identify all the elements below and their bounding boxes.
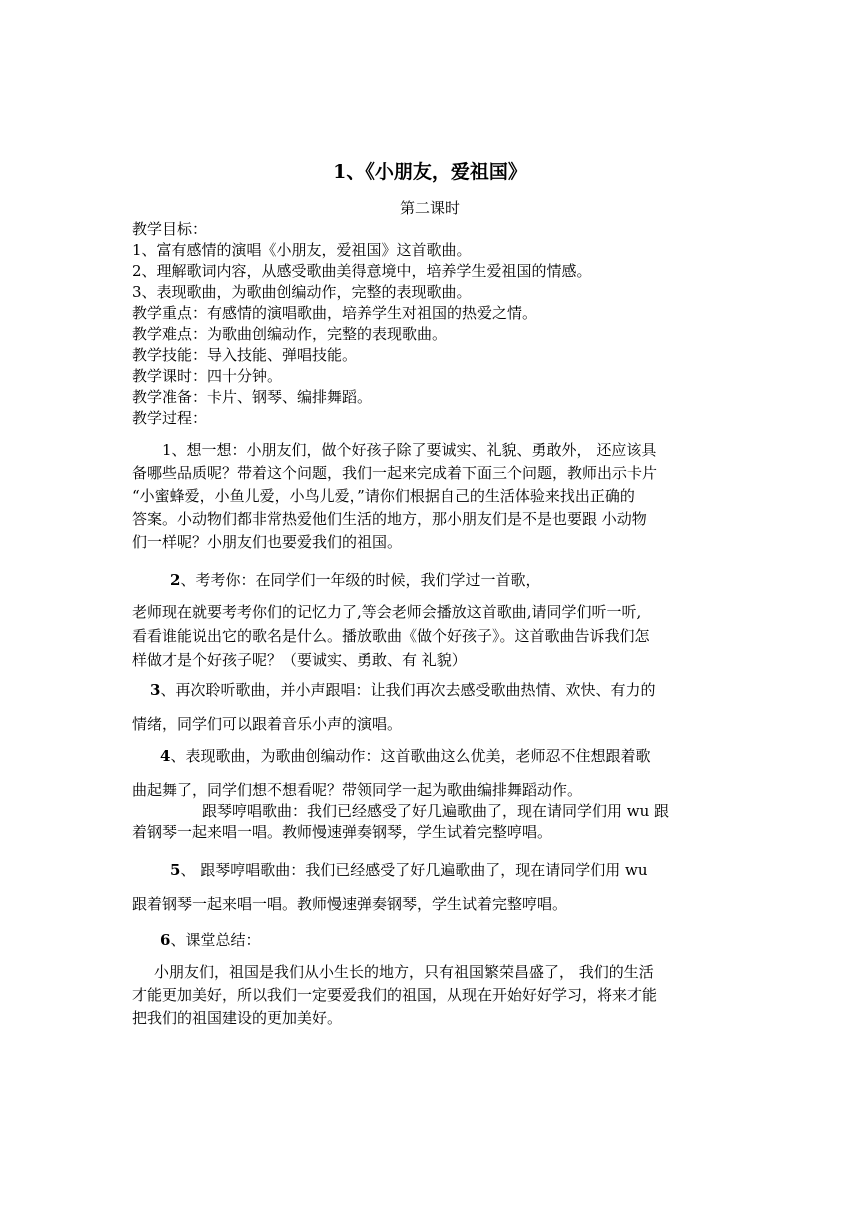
step-4-paragraph <box>132 746 732 843</box>
summary-paragraph <box>132 962 732 1031</box>
lesson-title: 1、《小朋友，爱祖国》 <box>333 161 527 183</box>
step-1-line: 1、想一想：小朋友们，做个好孩子除了要诚实、礼貌、勇敢外， 还应该具 <box>132 441 657 459</box>
step-2-line: 看看谁能说出它的歌名是什么。播放歌曲《做个好孩子》。这首歌曲告诉我们怎 <box>132 627 650 645</box>
summary-line: 把我们的祖国建设的更加美好。 <box>132 1009 343 1027</box>
header-line: 1、富有感情的演唱《小朋友，爱祖国》这首歌曲。 <box>132 241 472 259</box>
header-line: 教学目标： <box>132 220 208 238</box>
lesson-header-block <box>132 219 732 429</box>
header-line: 教学过程： <box>132 409 208 427</box>
summary-line: 才能更加美好，所以我们一定要爱我们的祖国，从现在开始好好学习，将来才能 <box>132 986 658 1004</box>
step-6-heading <box>132 930 732 951</box>
step-3-second-line: 情绪，同学们可以跟着音乐小声的演唱。 <box>132 715 403 733</box>
step-3-first-line: 、再次聆听歌曲，并小声跟唱：让我们再次去感受歌曲热情、欢快、有力的 <box>160 681 656 699</box>
step-2-first-line: 、考考你：在同学们一年级的时候，我们学过一首歌， <box>180 571 541 589</box>
step-3-paragraph <box>132 680 732 735</box>
step-1-line: “小蜜蜂爱，小鱼儿爱，小鸟儿爱，”请你们根据自己的生活体验来找出正确的 <box>132 487 635 505</box>
step-1-line: 备哪些品质呢？带着这个问题，我们一起来完成着下面三个问题，教师出示卡片 <box>132 464 658 482</box>
step-number: 4 <box>160 747 171 765</box>
header-line: 教学技能：导入技能、弹唱技能。 <box>132 346 358 364</box>
step-4-first-line: 、表现歌曲，为歌曲创编动作：这首歌曲这么优美，老师忍不住想跟着歌 <box>170 747 651 765</box>
step-number: 2 <box>170 571 181 589</box>
step-2-paragraph <box>132 602 732 674</box>
step-number: 3 <box>150 681 161 699</box>
summary-line: 小朋友们，祖国是我们从小生长的地方，只有祖国繁荣昌盛了， 我们的生活 <box>154 963 654 981</box>
step-4-fourth-line: 着钢琴一起来唱一唱。教师慢速弹奏钢琴，学生试着完整哼唱。 <box>132 823 553 841</box>
step-number: 6 <box>160 931 171 949</box>
header-line: 3、表现歌曲，为歌曲创编动作，完整的表现歌曲。 <box>132 283 472 301</box>
step-5-first-line: 、 跟琴哼唱歌曲：我们已经感受了好几遍歌曲了，现在请同学们用 wu <box>180 861 648 879</box>
header-line: 教学难点：为歌曲创编动作，完整的表现歌曲。 <box>132 325 448 343</box>
header-line: 教学重点：有感情的演唱歌曲，培养学生对祖国的热爱之情。 <box>132 304 538 322</box>
header-line: 教学课时：四十分钟。 <box>132 367 283 385</box>
header-line: 教学准备：卡片、钢琴、编排舞蹈。 <box>132 388 373 406</box>
step-number: 5 <box>170 861 181 879</box>
step-6-first-line: 、课堂总结： <box>170 931 261 949</box>
lesson-subtitle: 第二课时 <box>399 199 460 217</box>
step-1-line: 们一样呢？小朋友们也要爱我们的祖国。 <box>132 533 403 551</box>
step-4-second-line: 曲起舞了，同学们想不想看呢？带领同学一起为歌曲编排舞蹈动作。 <box>132 781 583 799</box>
step-5-second-line: 跟着钢琴一起来唱一唱。教师慢速弹奏钢琴，学生试着完整哼唱。 <box>132 895 568 913</box>
step-2-heading <box>132 570 732 591</box>
step-2-line: 样做才是个好孩子呢？（要诚实、勇敢、有 礼貌） <box>132 651 467 669</box>
step-5-paragraph <box>132 860 732 915</box>
step-2-line: 老师现在就要考考你们的记忆力了,等会老师会播放这首歌曲,请同学们听一听, <box>132 603 642 621</box>
step-1-paragraph <box>132 440 732 555</box>
header-line: 2、理解歌词内容，从感受歌曲美得意境中，培养学生爱祖国的情感。 <box>132 262 592 280</box>
step-1-line: 答案。小动物们都非常热爱他们生活的地方，那小朋友们是不是也要跟 小动物 <box>132 510 647 528</box>
step-4-third-line: 跟琴哼唱歌曲：我们已经感受了好几遍歌曲了，现在请同学们用 wu 跟 <box>202 802 670 820</box>
